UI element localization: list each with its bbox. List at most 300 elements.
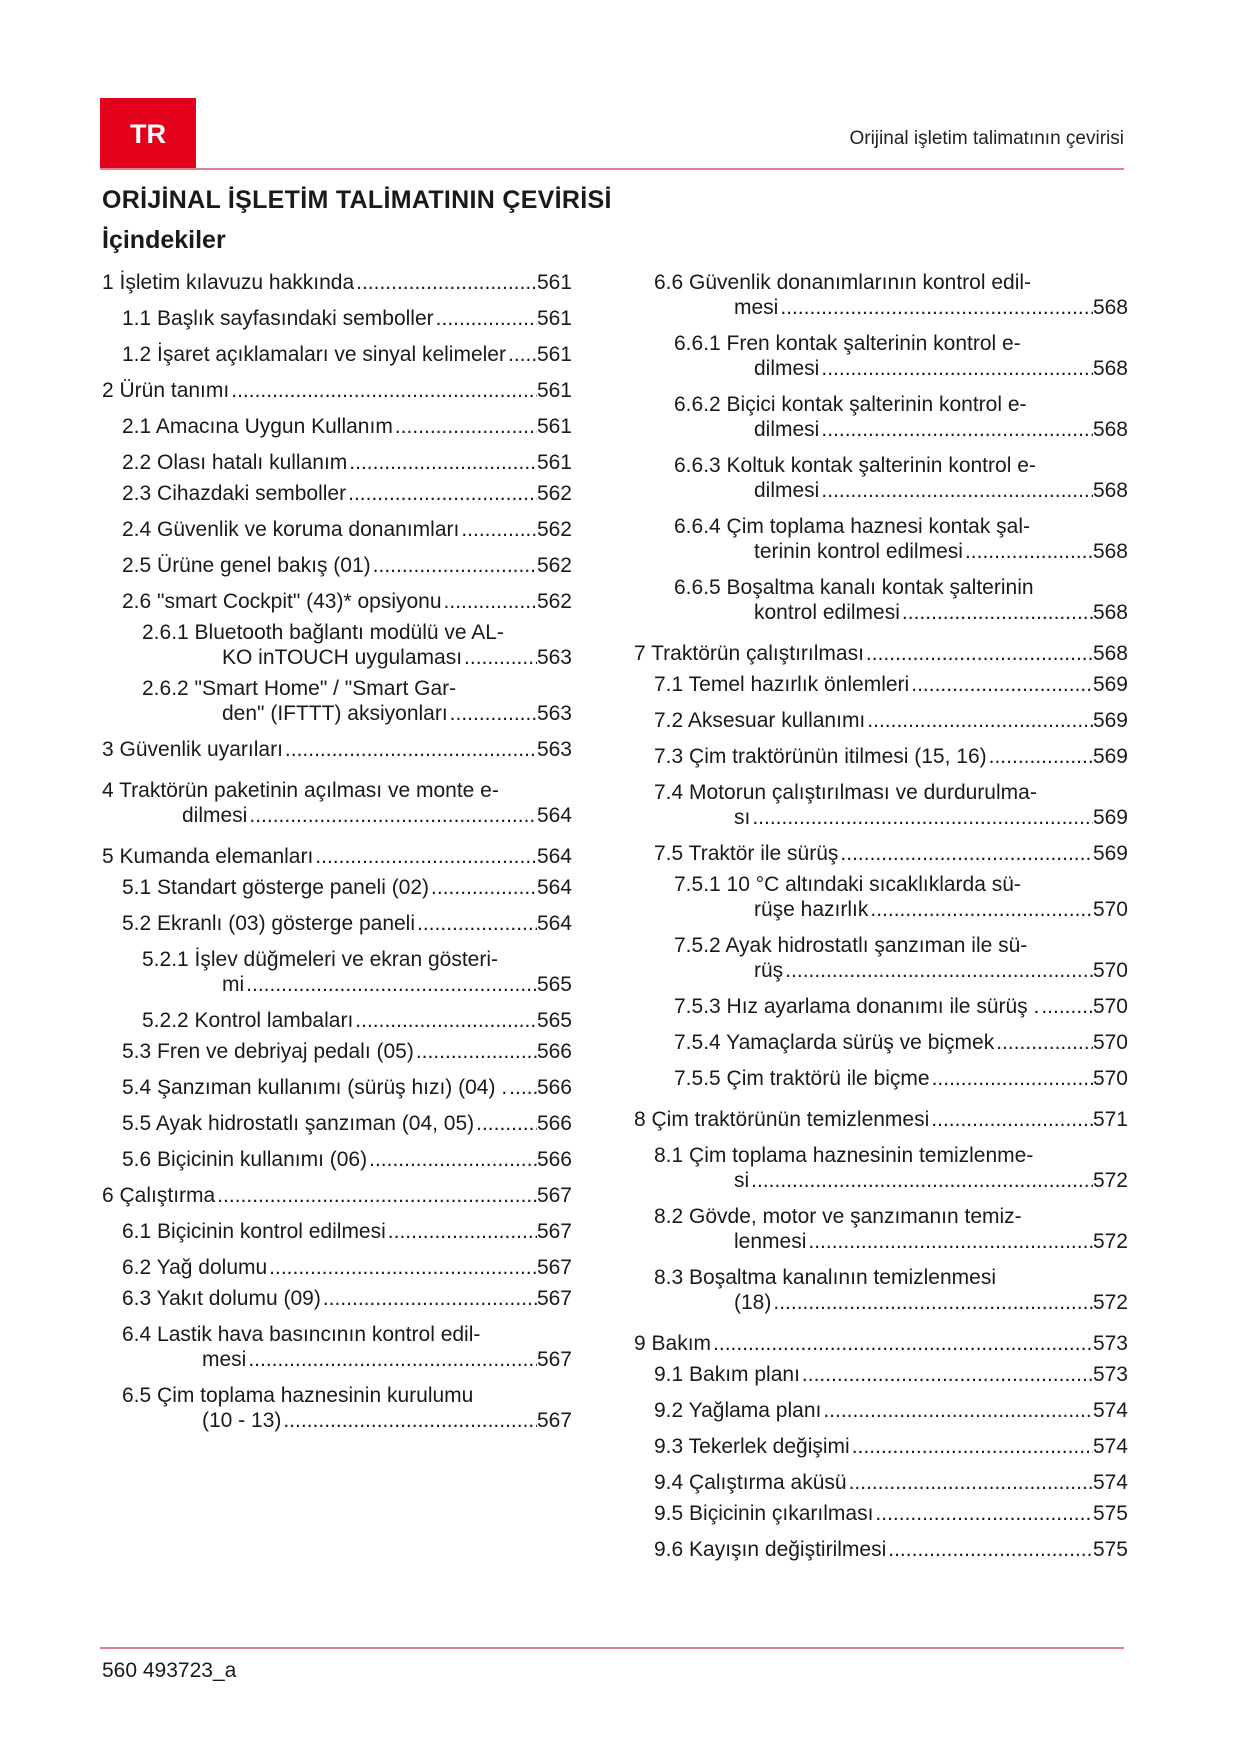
toc-dot-leader (929, 1107, 1093, 1132)
toc-spacer (102, 1208, 572, 1219)
toc-page-number: 563 (536, 702, 572, 725)
toc-entry[interactable] (102, 778, 572, 828)
toc-dot-leader (462, 645, 537, 670)
toc-entry-title: mesi (734, 296, 779, 319)
toc-entry-line (102, 737, 572, 762)
toc-entry-line (142, 676, 572, 701)
toc-dot-leader (474, 1111, 537, 1136)
toc-entry[interactable] (634, 1030, 1128, 1055)
toc-page-number: 569 (1092, 673, 1128, 696)
toc-page-number: 565 (536, 1009, 572, 1032)
toc-entry[interactable] (102, 342, 572, 367)
toc-entry[interactable] (102, 875, 572, 900)
toc-entry[interactable] (634, 1434, 1128, 1459)
toc-entry-line (634, 641, 1128, 666)
toc-spacer (102, 439, 572, 450)
toc-spacer (634, 1193, 1128, 1204)
toc-entry-title: sı (734, 806, 751, 829)
toc-entry[interactable] (102, 378, 572, 403)
toc-entry-line (122, 553, 572, 578)
toc-entry-title: lenmesi (734, 1230, 807, 1253)
toc-page-number: 565 (536, 973, 572, 996)
toc-entry-title: 5 Kumanda elemanları (102, 845, 314, 868)
toc-dot-leader (371, 553, 537, 578)
toc-dot-leader (868, 897, 1093, 922)
toc-spacer (102, 1311, 572, 1322)
toc-dot-leader (838, 841, 1093, 866)
toc-entry-line (102, 1183, 572, 1208)
toc-spacer (634, 1132, 1128, 1143)
toc-dot-leader (367, 1147, 537, 1172)
toc-dot-leader (346, 481, 537, 506)
toc-entry-title: 6.3 Yakıt dolumu (09) (122, 1287, 321, 1310)
toc-entry-line (654, 841, 1128, 866)
toc-page-number: 564 (536, 912, 572, 935)
toc-entry[interactable] (102, 620, 572, 670)
toc-entry[interactable] (102, 1039, 572, 1064)
toc-spacer (634, 625, 1128, 641)
toc-entry[interactable] (634, 392, 1128, 442)
toc-dot-leader (354, 270, 537, 295)
toc-page-number: 564 (536, 804, 572, 827)
toc-entry-line (142, 972, 572, 997)
toc-entry-title: 6.5 Çim toplama haznesinin kurulumu (122, 1384, 474, 1407)
toc-spacer (634, 1459, 1128, 1470)
toc-entry-line (122, 1111, 572, 1136)
toc-entry[interactable] (634, 933, 1128, 983)
toc-entry-title: dilmesi (754, 418, 820, 441)
toc-entry-line (654, 1537, 1128, 1562)
toc-entry-title: 9.1 Bakım planı (654, 1363, 800, 1386)
toc-spacer (102, 1100, 572, 1111)
toc-entry[interactable] (634, 331, 1128, 381)
toc-entry-title: dilmesi (754, 479, 820, 502)
toc-spacer (634, 1055, 1128, 1066)
toc-page-number: 562 (536, 554, 572, 577)
toc-entry-title: mi (222, 973, 245, 996)
toc-entry-title: 6.6 Güvenlik donanımlarının kontrol edil- (654, 271, 1032, 294)
toc-page-number: 568 (1092, 479, 1128, 502)
toc-entry-title: 4 Traktörün paketinin açılması ve monte e- (102, 779, 499, 802)
toc-page-number: 567 (536, 1256, 572, 1279)
toc-page-number: 572 (1092, 1169, 1128, 1192)
toc-entry-title: 2.6 "smart Cockpit" (43)* opsiyonu (122, 590, 442, 613)
toc-entry-line (142, 701, 572, 726)
toc-entry-line (102, 378, 572, 403)
toc-entry[interactable] (634, 841, 1128, 866)
toc-entry-line (654, 1398, 1128, 1423)
toc-page-number: 575 (1092, 1502, 1128, 1525)
toc-entry-title: 5.5 Ayak hidrostatlı şanzıman (04, 05) (122, 1112, 475, 1135)
toc-entry-line (674, 453, 1128, 478)
toc-entry[interactable] (102, 1183, 572, 1208)
toc-entry[interactable] (634, 514, 1128, 564)
toc-entry-title: 2.1 Amacına Uygun Kullanım (122, 415, 393, 438)
toc-page-number: 561 (536, 415, 572, 438)
toc-entry[interactable] (102, 1219, 572, 1244)
toc-spacer (634, 1387, 1128, 1398)
toc-entry[interactable] (634, 1265, 1128, 1315)
toc-entry-line (122, 1147, 572, 1172)
toc-page-number: 561 (536, 379, 572, 402)
toc-entry-line (122, 450, 572, 475)
toc-entry-title: 3 Güvenlik uyarıları (102, 738, 283, 761)
toc-entry[interactable] (634, 780, 1128, 830)
toc-page-number: 572 (1092, 1291, 1128, 1314)
toc-page-number: 574 (1092, 1399, 1128, 1422)
toc-entry[interactable] (102, 589, 572, 614)
toc-entry-line (142, 947, 572, 972)
toc-dot-leader (900, 600, 1093, 625)
toc-entry[interactable] (634, 575, 1128, 625)
toc-page-number: 567 (536, 1287, 572, 1310)
toc-entry[interactable] (634, 1107, 1128, 1132)
toc-page-number: 570 (1092, 898, 1128, 921)
toc-entry-line (654, 708, 1128, 733)
toc-entry-line (122, 1219, 572, 1244)
toc-entry-line (142, 1008, 572, 1033)
toc-entry-title: 7.5.3 Hız ayarlama donanımı ile sürüş . (674, 995, 1040, 1018)
toc-entry-title: terinin kontrol edilmesi (754, 540, 963, 563)
toc-dot-leader (819, 356, 1093, 381)
toc-entry-title: 9.2 Yağlama planı (654, 1399, 822, 1422)
toc-spacer (634, 733, 1128, 744)
toc-dot-leader (930, 1066, 1093, 1091)
toc-spacer (634, 442, 1128, 453)
toc-entry-title: 7.2 Aksesuar kullanımı (654, 709, 866, 732)
toc-dot-leader (865, 708, 1093, 733)
toc-entry[interactable] (634, 453, 1128, 503)
toc-entry-line (674, 600, 1128, 625)
toc-entry[interactable] (634, 1331, 1128, 1356)
toc-dot-leader (347, 450, 537, 475)
toc-spacer (102, 295, 572, 306)
toc-spacer (102, 1064, 572, 1075)
toc-spacer (634, 1091, 1128, 1107)
toc-dot-leader (886, 1537, 1093, 1562)
toc-entry-line (674, 331, 1128, 356)
toc-spacer (634, 320, 1128, 331)
toc-entry-line (674, 994, 1128, 1019)
toc-spacer (102, 1172, 572, 1183)
toc-entry-title: 8.3 Boşaltma kanalının temizlenmesi (654, 1266, 996, 1289)
toc-entry-title: 9 Bakım (634, 1332, 712, 1355)
toc-entry[interactable] (102, 553, 572, 578)
toc-entry-title: 6 Çalıştırma (102, 1184, 216, 1207)
toc-entry-line (674, 417, 1128, 442)
toc-entry[interactable] (102, 1322, 572, 1372)
toc-entry[interactable] (102, 947, 572, 997)
toc-entry[interactable] (102, 1147, 572, 1172)
toc-entry[interactable] (634, 1362, 1128, 1387)
toc-entry[interactable] (634, 1398, 1128, 1423)
toc-entry-title: 7.5.2 Ayak hidrostatlı şanzıman ile sü- (674, 934, 1028, 957)
toc-entry-line (674, 872, 1128, 897)
toc-entry-line (122, 1408, 572, 1433)
toc-entry[interactable] (634, 708, 1128, 733)
toc-entry-title: 6.6.3 Koltuk kontak şalterinin kontrol e- (674, 454, 1036, 477)
toc-entry[interactable] (634, 1470, 1128, 1495)
toc-entry-line (142, 620, 572, 645)
toc-spacer (102, 542, 572, 553)
toc-dot-leader (442, 589, 537, 614)
toc-dot-leader (1039, 994, 1093, 1019)
toc-entry-title: 5.1 Standart gösterge paneli (02) (122, 876, 430, 899)
toc-dot-leader (353, 1008, 537, 1033)
toc-entry-title: 9.4 Çalıştırma aküsü (654, 1471, 847, 1494)
toc-entry-title: 7.4 Motorun çalıştırılması ve durdurulma- (654, 781, 1037, 804)
toc-entry-title: 5.4 Şanzıman kullanımı (sürüş hızı) (04) . (122, 1076, 508, 1099)
toc-dot-leader (393, 414, 537, 439)
toc-entry-title: 2.3 Cihazdaki semboller (122, 482, 347, 505)
toc-entry-line (674, 514, 1128, 539)
toc-dot-leader (963, 539, 1093, 564)
toc-entry-title: 5.2 Ekranlı (03) gösterge paneli (122, 912, 416, 935)
toc-entry[interactable] (102, 1286, 572, 1311)
toc-entry-title: rüş (754, 959, 784, 982)
toc-page-number: 566 (536, 1040, 572, 1063)
toc-entry-title: kontrol edilmesi (754, 601, 900, 624)
toc-entry[interactable] (102, 1255, 572, 1280)
toc-entry-title: 2.6.1 Bluetooth bağlantı modülü ve AL- (142, 621, 504, 644)
toc-entry-line (654, 780, 1128, 805)
toc-spacer (102, 331, 572, 342)
toc-entry[interactable] (102, 1075, 572, 1100)
toc-entry-line (674, 933, 1128, 958)
toc-entry-title: 8.1 Çim toplama haznesinin temizlenme- (654, 1144, 1034, 1167)
toc-entry[interactable] (634, 641, 1128, 666)
header-subtitle: Orijinal işletim talimatının çevirisi (849, 128, 1124, 149)
toc-dot-leader (864, 641, 1093, 666)
toc-dot-leader (434, 306, 537, 331)
toc-entry-line (122, 306, 572, 331)
toc-spacer (634, 503, 1128, 514)
toc-entry-title: 7.5.4 Yamaçlarda sürüş ve biçmek (674, 1031, 995, 1054)
toc-entry[interactable] (102, 450, 572, 475)
toc-entry-title: (18) (734, 1291, 772, 1314)
toc-entry[interactable] (102, 1383, 572, 1433)
toc-spacer (634, 1423, 1128, 1434)
toc-column-left (102, 270, 572, 1433)
toc-dot-leader (507, 1075, 537, 1100)
toc-entry[interactable] (102, 517, 572, 542)
toc-dot-leader (749, 1168, 1093, 1193)
toc-page-number: 569 (1092, 709, 1128, 732)
toc-dot-leader (821, 1398, 1093, 1423)
toc-entry[interactable] (102, 844, 572, 869)
toc-entry-title: 6.6.4 Çim toplama haznesi kontak şal- (674, 515, 1031, 538)
toc-spacer (102, 936, 572, 947)
toc-page-number: 570 (1092, 1031, 1128, 1054)
toc-entry-line (654, 1204, 1128, 1229)
toc-entry-line (122, 1347, 572, 1372)
toc-entry-title: dilmesi (754, 357, 820, 380)
toc-page-number: 569 (1092, 806, 1128, 829)
toc-entry[interactable] (102, 414, 572, 439)
toc-entry[interactable] (634, 1204, 1128, 1254)
toc-entry-title: 5.6 Biçicinin kullanımı (06) (122, 1148, 368, 1171)
toc-spacer (634, 697, 1128, 708)
toc-spacer (634, 1254, 1128, 1265)
toc-dot-leader (313, 844, 537, 869)
toc-entry[interactable] (102, 676, 572, 726)
toc-spacer (102, 1372, 572, 1383)
toc-dot-leader (459, 517, 537, 542)
toc-entry-line (122, 517, 572, 542)
toc-entry-line (654, 1168, 1128, 1193)
toc-entry-line (654, 1290, 1128, 1315)
toc-entry-line (674, 539, 1128, 564)
toc-entry[interactable] (634, 1501, 1128, 1526)
toc-spacer (102, 726, 572, 737)
toc-entry-line (122, 1322, 572, 1347)
toc-entry[interactable] (102, 270, 572, 295)
toc-dot-leader (321, 1286, 537, 1311)
toc-entry-line (674, 478, 1128, 503)
toc-heading: İçindekiler (102, 226, 226, 254)
toc-spacer (634, 564, 1128, 575)
toc-entry[interactable] (634, 744, 1128, 769)
toc-dot-leader (229, 378, 537, 403)
toc-entry-line (674, 356, 1128, 381)
toc-entry[interactable] (634, 872, 1128, 922)
toc-dot-leader (506, 342, 537, 367)
toc-page-number: 569 (1092, 745, 1128, 768)
toc-entry-line (142, 645, 572, 670)
toc-entry[interactable] (102, 911, 572, 936)
toc-entry[interactable] (102, 1008, 572, 1033)
toc-entry-title: 8.2 Gövde, motor ve şanzımanın temiz- (654, 1205, 1022, 1228)
toc-entry[interactable] (634, 1143, 1128, 1193)
toc-entry-line (654, 270, 1128, 295)
toc-page-number: 568 (1092, 540, 1128, 563)
toc-spacer (634, 922, 1128, 933)
toc-entry-title: 5.3 Fren ve debriyaj pedalı (05) (122, 1040, 414, 1063)
toc-entry[interactable] (634, 1066, 1128, 1091)
toc-spacer (102, 1244, 572, 1255)
toc-entry-line (122, 1039, 572, 1064)
toc-page-number: 563 (536, 738, 572, 761)
toc-entry-line (654, 1229, 1128, 1254)
toc-entry-line (654, 1470, 1128, 1495)
toc-dot-leader (247, 803, 537, 828)
toc-entry-title: 9.3 Tekerlek değişimi (654, 1435, 850, 1458)
toc-entry[interactable] (102, 737, 572, 762)
toc-entry[interactable] (634, 672, 1128, 697)
toc-dot-leader (873, 1501, 1093, 1526)
footer-doc-code: 560 493723_a (102, 1659, 237, 1682)
toc-entry-title: si (734, 1169, 750, 1192)
toc-dot-leader (847, 1470, 1093, 1495)
toc-spacer (102, 828, 572, 844)
toc-page-number: 564 (536, 845, 572, 868)
toc-spacer (102, 997, 572, 1008)
toc-page-number: 570 (1092, 1067, 1128, 1090)
toc-spacer (634, 381, 1128, 392)
toc-entry[interactable] (102, 481, 572, 506)
toc-dot-leader (850, 1434, 1093, 1459)
toc-entry[interactable] (634, 994, 1128, 1019)
toc-entry[interactable] (102, 1111, 572, 1136)
toc-column-right (634, 270, 1128, 1562)
toc-entry-line (674, 575, 1128, 600)
toc-entry[interactable] (634, 270, 1128, 320)
toc-entry-line (122, 481, 572, 506)
toc-entry-line (674, 897, 1128, 922)
toc-spacer (634, 1019, 1128, 1030)
toc-entry-title: mesi (202, 1348, 247, 1371)
toc-page-number: 574 (1092, 1471, 1128, 1494)
toc-page-number: 567 (536, 1409, 572, 1432)
toc-page-number: 562 (536, 518, 572, 541)
toc-page-number: 566 (536, 1112, 572, 1135)
toc-entry-title: 6.6.1 Fren kontak şalterinin kontrol e- (674, 332, 1021, 355)
toc-dot-leader (246, 1347, 537, 1372)
toc-entry-title: 5.2.1 İşlev düğmeleri ve ekran gösteri- (142, 948, 499, 971)
toc-entry-title: rüşe hazırlık (754, 898, 869, 921)
toc-spacer (634, 1526, 1128, 1537)
toc-page-number: 566 (536, 1076, 572, 1099)
toc-page-number: 570 (1092, 995, 1128, 1018)
toc-entry-line (654, 1265, 1128, 1290)
toc-dot-leader (783, 958, 1093, 983)
document-title: ORİJİNAL İŞLETİM TALİMATININ ÇEVİRİSİ (102, 186, 612, 214)
toc-entry-line (102, 844, 572, 869)
toc-entry-line (674, 392, 1128, 417)
toc-page-number: 568 (1092, 357, 1128, 380)
toc-entry-title: 9.5 Biçicinin çıkarılması (654, 1502, 874, 1525)
toc-entry-line (122, 342, 572, 367)
toc-dot-leader (281, 1408, 537, 1433)
toc-entry-title: 2.4 Güvenlik ve koruma donanımları (122, 518, 460, 541)
toc-dot-leader (429, 875, 537, 900)
toc-entry-title: 6.4 Lastik hava basıncının kontrol edil- (122, 1323, 481, 1346)
toc-page-number: 572 (1092, 1230, 1128, 1253)
toc-entry-line (102, 778, 572, 803)
toc-dot-leader (819, 478, 1093, 503)
toc-spacer (102, 506, 572, 517)
toc-entry-line (674, 958, 1128, 983)
toc-entry-title: 7 Traktörün çalıştırılması (634, 642, 864, 665)
toc-dot-leader (806, 1229, 1093, 1254)
toc-entry-title: 2.2 Olası hatalı kullanım (122, 451, 348, 474)
toc-entry-title: dilmesi (182, 804, 248, 827)
toc-page-number: 566 (536, 1148, 572, 1171)
toc-entry-title: 5.2.2 Kontrol lambaları (142, 1009, 354, 1032)
toc-entry-line (674, 1030, 1128, 1055)
toc-entry[interactable] (634, 1537, 1128, 1562)
toc-spacer (102, 762, 572, 778)
toc-page-number: 568 (1092, 601, 1128, 624)
toc-page-number: 570 (1092, 959, 1128, 982)
toc-entry-line (122, 1286, 572, 1311)
toc-dot-leader (415, 911, 537, 936)
toc-page-number: 569 (1092, 842, 1128, 865)
toc-entry-line (122, 589, 572, 614)
toc-entry-line (654, 1143, 1128, 1168)
toc-entry-title: 2.5 Ürüne genel bakış (01) (122, 554, 371, 577)
toc-entry-line (654, 744, 1128, 769)
toc-dot-leader (778, 295, 1093, 320)
toc-entry[interactable] (102, 306, 572, 331)
toc-page-number: 568 (1092, 418, 1128, 441)
toc-entry-title: den" (IFTTT) aksiyonları (222, 702, 448, 725)
language-tab: TR (100, 98, 196, 170)
toc-entry-title: KO inTOUCH uygulaması (222, 646, 463, 669)
toc-entry-line (122, 1075, 572, 1100)
toc-entry-title: 6.1 Biçicinin kontrol edilmesi (122, 1220, 386, 1243)
toc-entry-line (122, 1383, 572, 1408)
